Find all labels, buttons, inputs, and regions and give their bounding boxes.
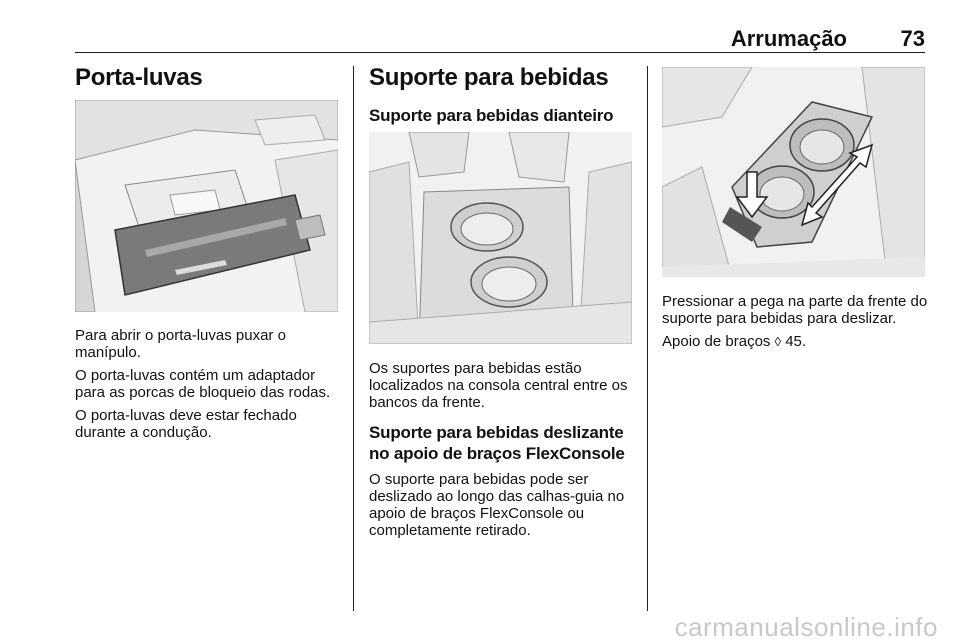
- page-ref-icon: ◊: [774, 334, 782, 349]
- paragraph: Pressionar a pega na parte da frente do suporte para bebidas para deslizar.: [662, 293, 928, 327]
- cross-reference-page-link[interactable]: 45.: [785, 333, 807, 350]
- middle-column-heading: [369, 64, 637, 126]
- section-title-cupholders: Suporte para bebidas: [369, 64, 609, 91]
- middle-text: [369, 360, 637, 539]
- paragraph: O porta-luvas contém um adaptador para as porcas de bloqueio das rodas.: [75, 367, 331, 401]
- paragraph: O porta-luvas deve estar fechado durante a condução.: [75, 407, 297, 441]
- paragraph: Os suportes para bebidas estão localizados na consola central entre os bancos da frente.: [369, 360, 628, 411]
- chapter-title: Arrumação: [730, 26, 847, 51]
- page-header: [75, 24, 925, 53]
- subsection-title-front: Suporte para bebidas dianteiro: [369, 106, 614, 125]
- left-column: [75, 64, 345, 92]
- cross-reference-text: Apoio de braços: [662, 333, 771, 350]
- paragraph: O suporte para bebidas pode ser deslizado ao longo das calhas-guia no apoio de braços FlexConsole ou completamente retirado.: [369, 471, 625, 539]
- subsection-title-sliding: Suporte para bebidas deslizante no apoio de braços FlexConsole: [369, 423, 625, 463]
- paragraph: Para abrir o porta-luvas puxar o manípulo.: [75, 327, 286, 361]
- cross-reference: [662, 333, 930, 350]
- section-title-glovebox: Porta-luvas: [75, 64, 203, 91]
- watermark: carmanualsonline.info: [674, 612, 938, 642]
- column-divider-2: [647, 66, 648, 611]
- column-divider-1: [353, 66, 354, 611]
- page-number: 73: [900, 26, 925, 51]
- sliding-cupholder-illustration: [662, 67, 925, 277]
- left-text: [75, 327, 343, 441]
- front-cupholder-illustration: [369, 132, 632, 344]
- right-text: [662, 293, 930, 350]
- glovebox-illustration: [75, 100, 338, 312]
